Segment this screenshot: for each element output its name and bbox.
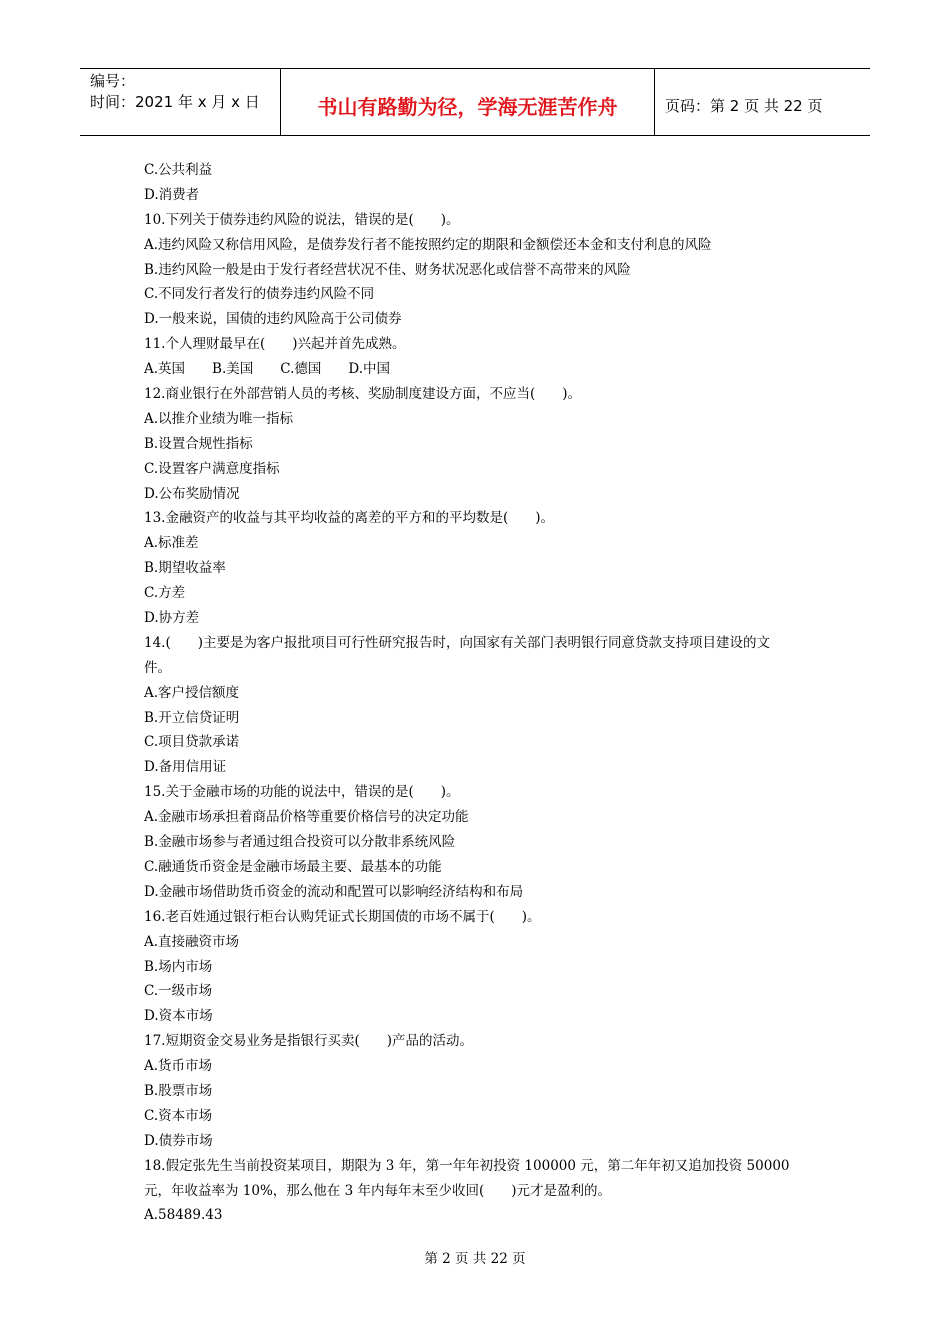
text-line: 元，年收益率为 10%，那么他在 3 年内每年末至少收回( )元才是盈利的。 <box>144 1182 612 1199</box>
text-line: D.协方差 <box>144 610 200 627</box>
text-line: 14.( )主要是为客户报批项目可行性研究报告时，向国家有关部门表明银行同意贷款支持项目建设的文 <box>144 634 771 651</box>
text-line: 16.老百姓通过银行柜台认购凭证式长期国债的市场不属于( )。 <box>144 908 541 925</box>
text-line: B.股票市场 <box>144 1082 213 1099</box>
text-line: 件。 <box>144 659 171 676</box>
text-line: C.资本市场 <box>144 1107 213 1124</box>
text-line: A.客户授信额度 <box>144 684 240 701</box>
header-motto: 书山有路勤为径，学海无涯苦作舟 <box>281 69 655 135</box>
text-line: B.违约风险一般是由于发行者经营状况不佳、财务状况恶化或信誉不高带来的风险 <box>144 261 631 278</box>
document-number-label: 编号： <box>90 72 136 90</box>
text-line: A.金融市场承担着商品价格等重要价格信号的决定功能 <box>144 809 469 826</box>
text-line: 17.短期资金交易业务是指银行买卖( )产品的活动。 <box>144 1033 474 1050</box>
page-header <box>80 68 870 136</box>
text-line: D.消费者 <box>144 186 200 203</box>
text-line: D.一般来说，国债的违约风险高于公司债券 <box>144 311 402 328</box>
text-line: A.以推介业绩为唯一指标 <box>144 410 294 427</box>
text-line: 12.商业银行在外部营销人员的考核、奖励制度建设方面，不应当( )。 <box>144 386 582 403</box>
text-line: C.不同发行者发行的债券违约风险不同 <box>144 286 375 303</box>
text-line: D.备用信用证 <box>144 759 227 776</box>
text-line: A.货币市场 <box>144 1058 213 1075</box>
text-line: 11.个人理财最早在( )兴起并首先成熟。 <box>144 336 406 353</box>
text-line: B.设置合规性指标 <box>144 435 253 452</box>
text-line: D.债券市场 <box>144 1132 213 1149</box>
document-time: 时间：2021 年 x 月 x 日 <box>90 93 260 111</box>
text-line: 15.关于金融市场的功能的说法中，错误的是( )。 <box>144 784 460 801</box>
text-line: B.金融市场参与者通过组合投资可以分散非系统风险 <box>144 834 456 851</box>
text-line: A.直接融资市场 <box>144 933 240 950</box>
text-line: C.方差 <box>144 585 186 602</box>
header-page-info: 页码：第 2 页 共 22 页 <box>665 96 823 115</box>
text-line: C.融通货币资金是金融市场最主要、最基本的功能 <box>144 858 442 875</box>
text-line: 13.金融资产的收益与其平均收益的离差的平方和的平均数是( )。 <box>144 510 555 527</box>
page-footer: 第 2 页 共 22 页 <box>424 1251 526 1267</box>
text-line: D.金融市场借助货币资金的流动和配置可以影响经济结构和布局 <box>144 883 524 900</box>
header-meta <box>80 69 281 135</box>
text-line: C.公共利益 <box>144 162 213 178</box>
text-line: B.开立信贷证明 <box>144 709 240 726</box>
text-line: D.资本市场 <box>144 1008 213 1025</box>
text-line: 18.假定张先生当前投资某项目，期限为 3 年，第一年年初投资 100000 元，第二年年初又追加投资 50000 <box>144 1157 790 1174</box>
text-line: A.标准差 <box>144 535 199 552</box>
text-line: C.项目贷款承诺 <box>144 734 240 751</box>
text-line: D.公布奖励情况 <box>144 485 240 502</box>
text-line: B.期望收益率 <box>144 560 226 577</box>
text-line: C.设置客户满意度指标 <box>144 460 280 477</box>
text-line: A.违约风险又称信用风险，是债券发行者不能按照约定的期限和金额偿还本金和支付利息的风险 <box>144 236 712 253</box>
text-line: B.场内市场 <box>144 958 213 975</box>
text-line: C.一级市场 <box>144 983 213 1000</box>
text-line: A.英国 B.美国 C.德国 D.中国 <box>144 361 391 378</box>
text-line: A.58489.43 <box>144 1207 223 1224</box>
text-line: 10.下列关于债券违约风险的说法，错误的是( )。 <box>144 211 460 228</box>
question-content <box>144 158 814 1228</box>
